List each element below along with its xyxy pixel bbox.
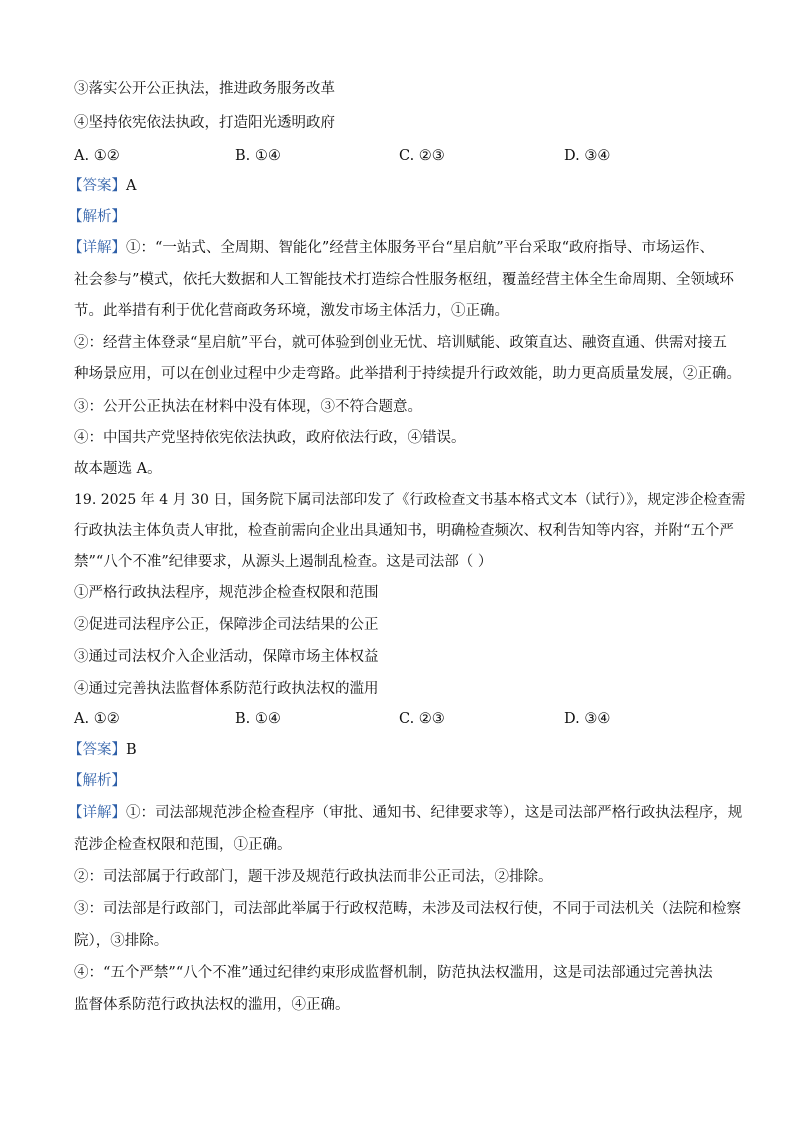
answer-tag: 【答案】 [68, 178, 126, 194]
analysis-tag-text: 【解析】 [68, 773, 126, 789]
detail-line [68, 803, 742, 823]
statement-item-1: ①严格行政执法程序，规范涉企检查权限和范围 [74, 585, 379, 601]
option-d: D. ③④ [564, 148, 611, 164]
statement-item-4: ④通过完善执法监督体系防范行政执法权的滥用 [74, 681, 379, 697]
question-19-stem: 19. 2025 年 4 月 30 日，国务院下属司法部印发了《行政检查文书基本格式文本（试行）》，规定涉企检查需 [74, 492, 746, 508]
question-19-stem: 禁”“八个不准”纪律要求，从源头上遏制乱检查。这是司法部（ ） [74, 554, 493, 570]
answer-line [68, 176, 136, 196]
analysis-tag [68, 771, 126, 791]
explanation-line: 监督体系防范行政执法权的滥用，④正确。 [74, 997, 350, 1013]
answer-line [68, 740, 137, 760]
answer-value: B [126, 742, 137, 758]
option-a: A. ①② [74, 148, 120, 164]
option-d: D. ③④ [564, 711, 611, 727]
detail-text: ①：“一站式、全周期、智能化”经营主体服务平台“星启航”平台采取“政府指导、市场运作、 [126, 240, 715, 256]
explanation-line: ③：公开公正执法在材料中没有体现，③不符合题意。 [74, 399, 422, 415]
explanation-line: ②：司法部属于行政部门，题干涉及规范行政执法而非公正司法，②排除。 [74, 869, 553, 885]
detail-tag: 【详解】 [68, 240, 126, 256]
option-c: C. ②③ [399, 711, 445, 727]
analysis-tag [68, 207, 126, 227]
detail-text: ①：司法部规范涉企检查程序（审批、通知书、纪律要求等），这是司法部严格行政执法程序，规 [126, 805, 743, 821]
statement-item-2: ②促进司法程序公正，保障涉企司法结果的公正 [74, 617, 379, 633]
conclusion-line: 故本题选 A。 [74, 461, 162, 477]
answer-value: A [126, 178, 137, 194]
option-b: B. ①④ [235, 148, 281, 164]
option-c: C. ②③ [399, 148, 445, 164]
detail-line [68, 238, 714, 258]
statement-item-3: ③通过司法权介入企业活动，保障市场主体权益 [74, 649, 379, 665]
explanation-line: ④：中国共产党坚持依宪依法执政，政府依法行政，④错误。 [74, 430, 466, 446]
explanation-line: 社会参与”模式，依托大数据和人工智能技术打造综合性服务枢纽，覆盖经营主体全生命周期、全领域环 [74, 272, 734, 288]
detail-tag: 【详解】 [68, 805, 126, 821]
option-a: A. ①② [74, 711, 120, 727]
explanation-line: 范涉企检查权限和范围，①正确。 [74, 837, 292, 853]
question-19-stem: 行政执法主体负责人审批，检查前需向企业出具通知书，明确检查频次、权利告知等内容，并附“五个严 [74, 523, 734, 539]
statement-item-3: ③落实公开公正执法，推进政务服务改革 [74, 81, 335, 97]
statement-item-4: ④坚持依宪依法执政，打造阳光透明政府 [74, 115, 335, 131]
analysis-tag-text: 【解析】 [68, 209, 126, 225]
explanation-line: 院），③排除。 [74, 933, 169, 949]
explanation-line: 节。此举措有利于优化营商政务环境，激发市场主体活力，①正确。 [74, 303, 509, 319]
explanation-line: ④：“五个严禁”“八个不准”通过纪律约束形成监督机制，防范执法权滥用，这是司法部通过完善执法 [74, 965, 713, 981]
option-b: B. ①④ [235, 711, 281, 727]
explanation-line: 种场景应用，可以在创业过程中少走弯路。此举措利于持续提升行政效能，助力更高质量发展，②正确。 [74, 366, 741, 382]
explanation-line: ③：司法部是行政部门，司法部此举属于行政权范畴，未涉及司法权行使，不同于司法机关（法院和检察 [74, 901, 741, 917]
answer-tag: 【答案】 [68, 742, 126, 758]
explanation-line: ②：经营主体登录“星启航”平台，就可体验到创业无忧、培训赋能、政策直达、融资直通、供需对接五 [74, 335, 727, 351]
